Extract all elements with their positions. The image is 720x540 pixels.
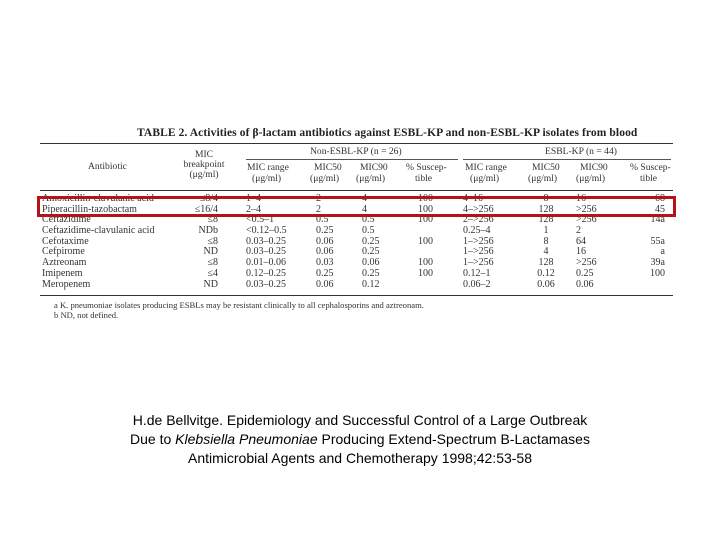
header-breakpoint-2: breakpoint: [183, 159, 225, 170]
antibiotic-cell: Cefpirome: [42, 246, 85, 258]
header-esbl-range-2: (μg/ml): [470, 173, 500, 184]
non-esbl-mic90-cell: 0.25: [362, 235, 380, 247]
non-esbl-susceptible-cell: 100: [418, 214, 433, 226]
breakpoint-cell: NDb: [198, 225, 218, 237]
header-breakpoint-3: (μg/ml): [189, 169, 219, 180]
non-esbl-range-cell: 0.03–0.25: [246, 278, 286, 290]
header-esbl-mic50-2: (μg/ml): [528, 173, 558, 184]
table-row: [40, 269, 673, 280]
slide-caption: [0, 411, 720, 468]
antibiotic-cell: Meropenem: [42, 278, 91, 290]
esbl-mic90-cell: >256: [576, 257, 597, 269]
non-esbl-mic50-cell: 0.06: [316, 235, 334, 247]
caption-line-2-post: Producing Extend-Spectrum B-Lactamases: [317, 431, 590, 447]
breakpoint-cell: ≤8: [207, 214, 218, 226]
header-non-mic50-2: (μg/ml): [310, 173, 340, 184]
esbl-mic50-cell: 0.12: [537, 267, 555, 279]
esbl-mic50-cell: 128: [538, 257, 554, 269]
footnote-b: b ND, not defined.: [54, 310, 119, 321]
esbl-mic50-cell: 8: [543, 235, 549, 247]
antibiotic-cell: Aztreonam: [42, 257, 87, 269]
non-esbl-mic90-cell: 0.25: [362, 267, 380, 279]
esbl-susceptible-cell: 55a: [650, 235, 665, 247]
non-esbl-mic90-cell: 0.25: [362, 246, 380, 258]
esbl-mic50-cell: 128: [538, 203, 554, 215]
esbl-range-cell: 1–>256: [463, 246, 494, 258]
header-non-range-1: MIC range: [247, 162, 289, 173]
esbl-susceptible-cell: 45: [655, 203, 665, 215]
group-rule-non-esbl: [246, 159, 458, 160]
caption-line-3: Antimicrobial Agents and Chemotherapy 1998;42:53-58: [188, 450, 532, 466]
esbl-range-cell: 1–>256: [463, 235, 494, 247]
esbl-mic90-cell: 16: [576, 193, 586, 204]
header-esbl-range-1: MIC range: [465, 162, 507, 173]
esbl-mic50-cell: 8: [543, 193, 549, 204]
non-esbl-susceptible-cell: 100: [418, 193, 433, 204]
non-esbl-range-cell: 0.01–0.06: [246, 257, 286, 269]
esbl-mic90-cell: 64: [576, 235, 586, 247]
header-rule: [40, 190, 673, 191]
non-esbl-mic90-cell: 4: [362, 203, 367, 215]
table-title: TABLE 2. Activities of β-lactam antibiotics against ESBL-KP and non-ESBL-KP isolates from blood: [137, 127, 638, 139]
non-esbl-mic90-cell: 4: [362, 193, 367, 204]
header-esbl-mic90-2: (μg/ml): [576, 173, 606, 184]
antibiotic-cell: Imipenem: [42, 267, 83, 279]
header-breakpoint-1: MIC: [194, 149, 214, 160]
results-table: [40, 127, 673, 320]
breakpoint-cell: ND: [203, 246, 218, 258]
non-esbl-mic50-cell: 0.03: [316, 257, 334, 269]
non-esbl-susceptible-cell: 100: [418, 203, 433, 215]
group-non-esbl: Non-ESBL-KP (n = 26): [310, 146, 402, 157]
non-esbl-susceptible-cell: 100: [418, 257, 433, 269]
breakpoint-cell: ≤8: [207, 235, 218, 247]
esbl-range-cell: 0.06–2: [463, 278, 491, 290]
header-non-mic90-1: MIC90: [360, 162, 388, 173]
antibiotic-cell: Ceftazidime: [42, 214, 91, 226]
non-esbl-mic50-cell: 0.06: [316, 278, 334, 290]
non-esbl-mic50-cell: 0.5: [316, 214, 329, 226]
non-esbl-range-cell: <0.5–1: [246, 214, 275, 226]
esbl-mic90-cell: 0.06: [576, 278, 594, 290]
non-esbl-mic90-cell: 0.5: [362, 225, 375, 237]
breakpoint-cell: ≤16/4: [194, 203, 218, 215]
esbl-susceptible-cell: 100: [650, 267, 665, 279]
esbl-mic90-cell: 0.25: [576, 267, 594, 279]
group-rule-esbl: [463, 159, 671, 160]
esbl-range-cell: 0.12–1: [463, 267, 491, 279]
caption-organism: Klebsiella Pneumoniae: [175, 431, 318, 447]
non-esbl-mic50-cell: 2: [316, 203, 321, 215]
esbl-mic90-cell: 16: [576, 246, 586, 258]
esbl-range-cell: 0.25–4: [463, 225, 491, 237]
table-row: [40, 280, 673, 291]
header-non-susc-2: tible: [415, 173, 433, 184]
breakpoint-cell: ND: [203, 278, 218, 290]
non-esbl-range-cell: 2–4: [246, 203, 261, 215]
non-esbl-mic90-cell: 0.5: [362, 214, 375, 226]
non-esbl-range-cell: 1–4: [246, 193, 261, 204]
esbl-susceptible-cell: a: [660, 246, 665, 258]
header-esbl-susc-2: tible: [640, 173, 658, 184]
non-esbl-range-cell: 0.12–0.25: [246, 267, 286, 279]
esbl-susceptible-cell: 39a: [650, 257, 665, 269]
breakpoint-cell: ≤8: [207, 257, 218, 269]
header-esbl-mic50-1: MIC50: [532, 162, 560, 173]
non-esbl-mic90-cell: 0.06: [362, 257, 380, 269]
esbl-range-cell: 4–>256: [463, 203, 494, 215]
caption-line-2: [0, 430, 720, 449]
header-esbl-mic90-1: MIC90: [580, 162, 608, 173]
non-esbl-mic50-cell: 2: [316, 193, 321, 204]
esbl-mic90-cell: >256: [576, 214, 597, 226]
header-esbl-susc-1: % Suscep-: [630, 162, 671, 173]
non-esbl-susceptible-cell: 100: [418, 235, 433, 247]
esbl-range-cell: 1–>256: [463, 257, 494, 269]
antibiotic-cell: Ceftazidime-clavulanic acid: [42, 225, 155, 237]
esbl-mic90-cell: >256: [576, 203, 597, 215]
non-esbl-mic50-cell: 0.25: [316, 267, 334, 279]
antibiotic-cell: Piperacillin-tazobactam: [42, 203, 137, 215]
esbl-mic90-cell: 2: [576, 225, 581, 237]
antibiotic-cell: Cefotaxime: [42, 235, 89, 247]
esbl-mic50-cell: 4: [543, 246, 549, 258]
non-esbl-mic50-cell: 0.06: [316, 246, 334, 258]
group-esbl: ESBL-KP (n = 44): [545, 146, 617, 157]
caption-line-2-pre: Due to: [130, 431, 176, 447]
table-header: [40, 144, 673, 190]
table-bottom-rule: [40, 295, 673, 296]
caption-line-1: H.de Bellvitge. Epidemiology and Successful Control of a Large Outbreak: [132, 412, 588, 428]
header-non-mic90-2: (μg/ml): [356, 173, 386, 184]
esbl-mic50-cell: 128: [538, 214, 554, 226]
esbl-susceptible-cell: 68: [655, 193, 665, 204]
header-non-susc-1: % Suscep-: [406, 162, 447, 173]
esbl-mic50-cell: 0.06: [537, 278, 555, 290]
esbl-mic50-cell: 1: [543, 225, 549, 237]
header-non-range-2: (μg/ml): [252, 173, 282, 184]
non-esbl-range-cell: 0.03–0.25: [246, 235, 286, 247]
header-antibiotic: Antibiotic: [88, 161, 127, 172]
esbl-range-cell: 4–16: [463, 193, 483, 204]
non-esbl-range-cell: 0.03–0.25: [246, 246, 286, 258]
breakpoint-cell: ≤8/4: [199, 193, 218, 204]
non-esbl-range-cell: <0.12–0.5: [246, 225, 287, 237]
highlight-box: [37, 193, 676, 217]
esbl-range-cell: 2–>256: [463, 214, 494, 226]
non-esbl-susceptible-cell: 100: [418, 267, 433, 279]
header-non-mic50-1: MIC50: [314, 162, 342, 173]
breakpoint-cell: ≤4: [207, 267, 218, 279]
non-esbl-mic50-cell: 0.25: [316, 225, 334, 237]
non-esbl-mic90-cell: 0.12: [362, 278, 380, 290]
footnote-a: a K. pneumoniae isolates producing ESBLs may be resistant clinically to all cephalosporins and aztreonam.: [54, 300, 424, 311]
esbl-susceptible-cell: 14a: [650, 214, 665, 226]
footnotes: [40, 300, 673, 320]
antibiotic-cell: Amoxicillin-clavulanic acid: [42, 193, 154, 204]
